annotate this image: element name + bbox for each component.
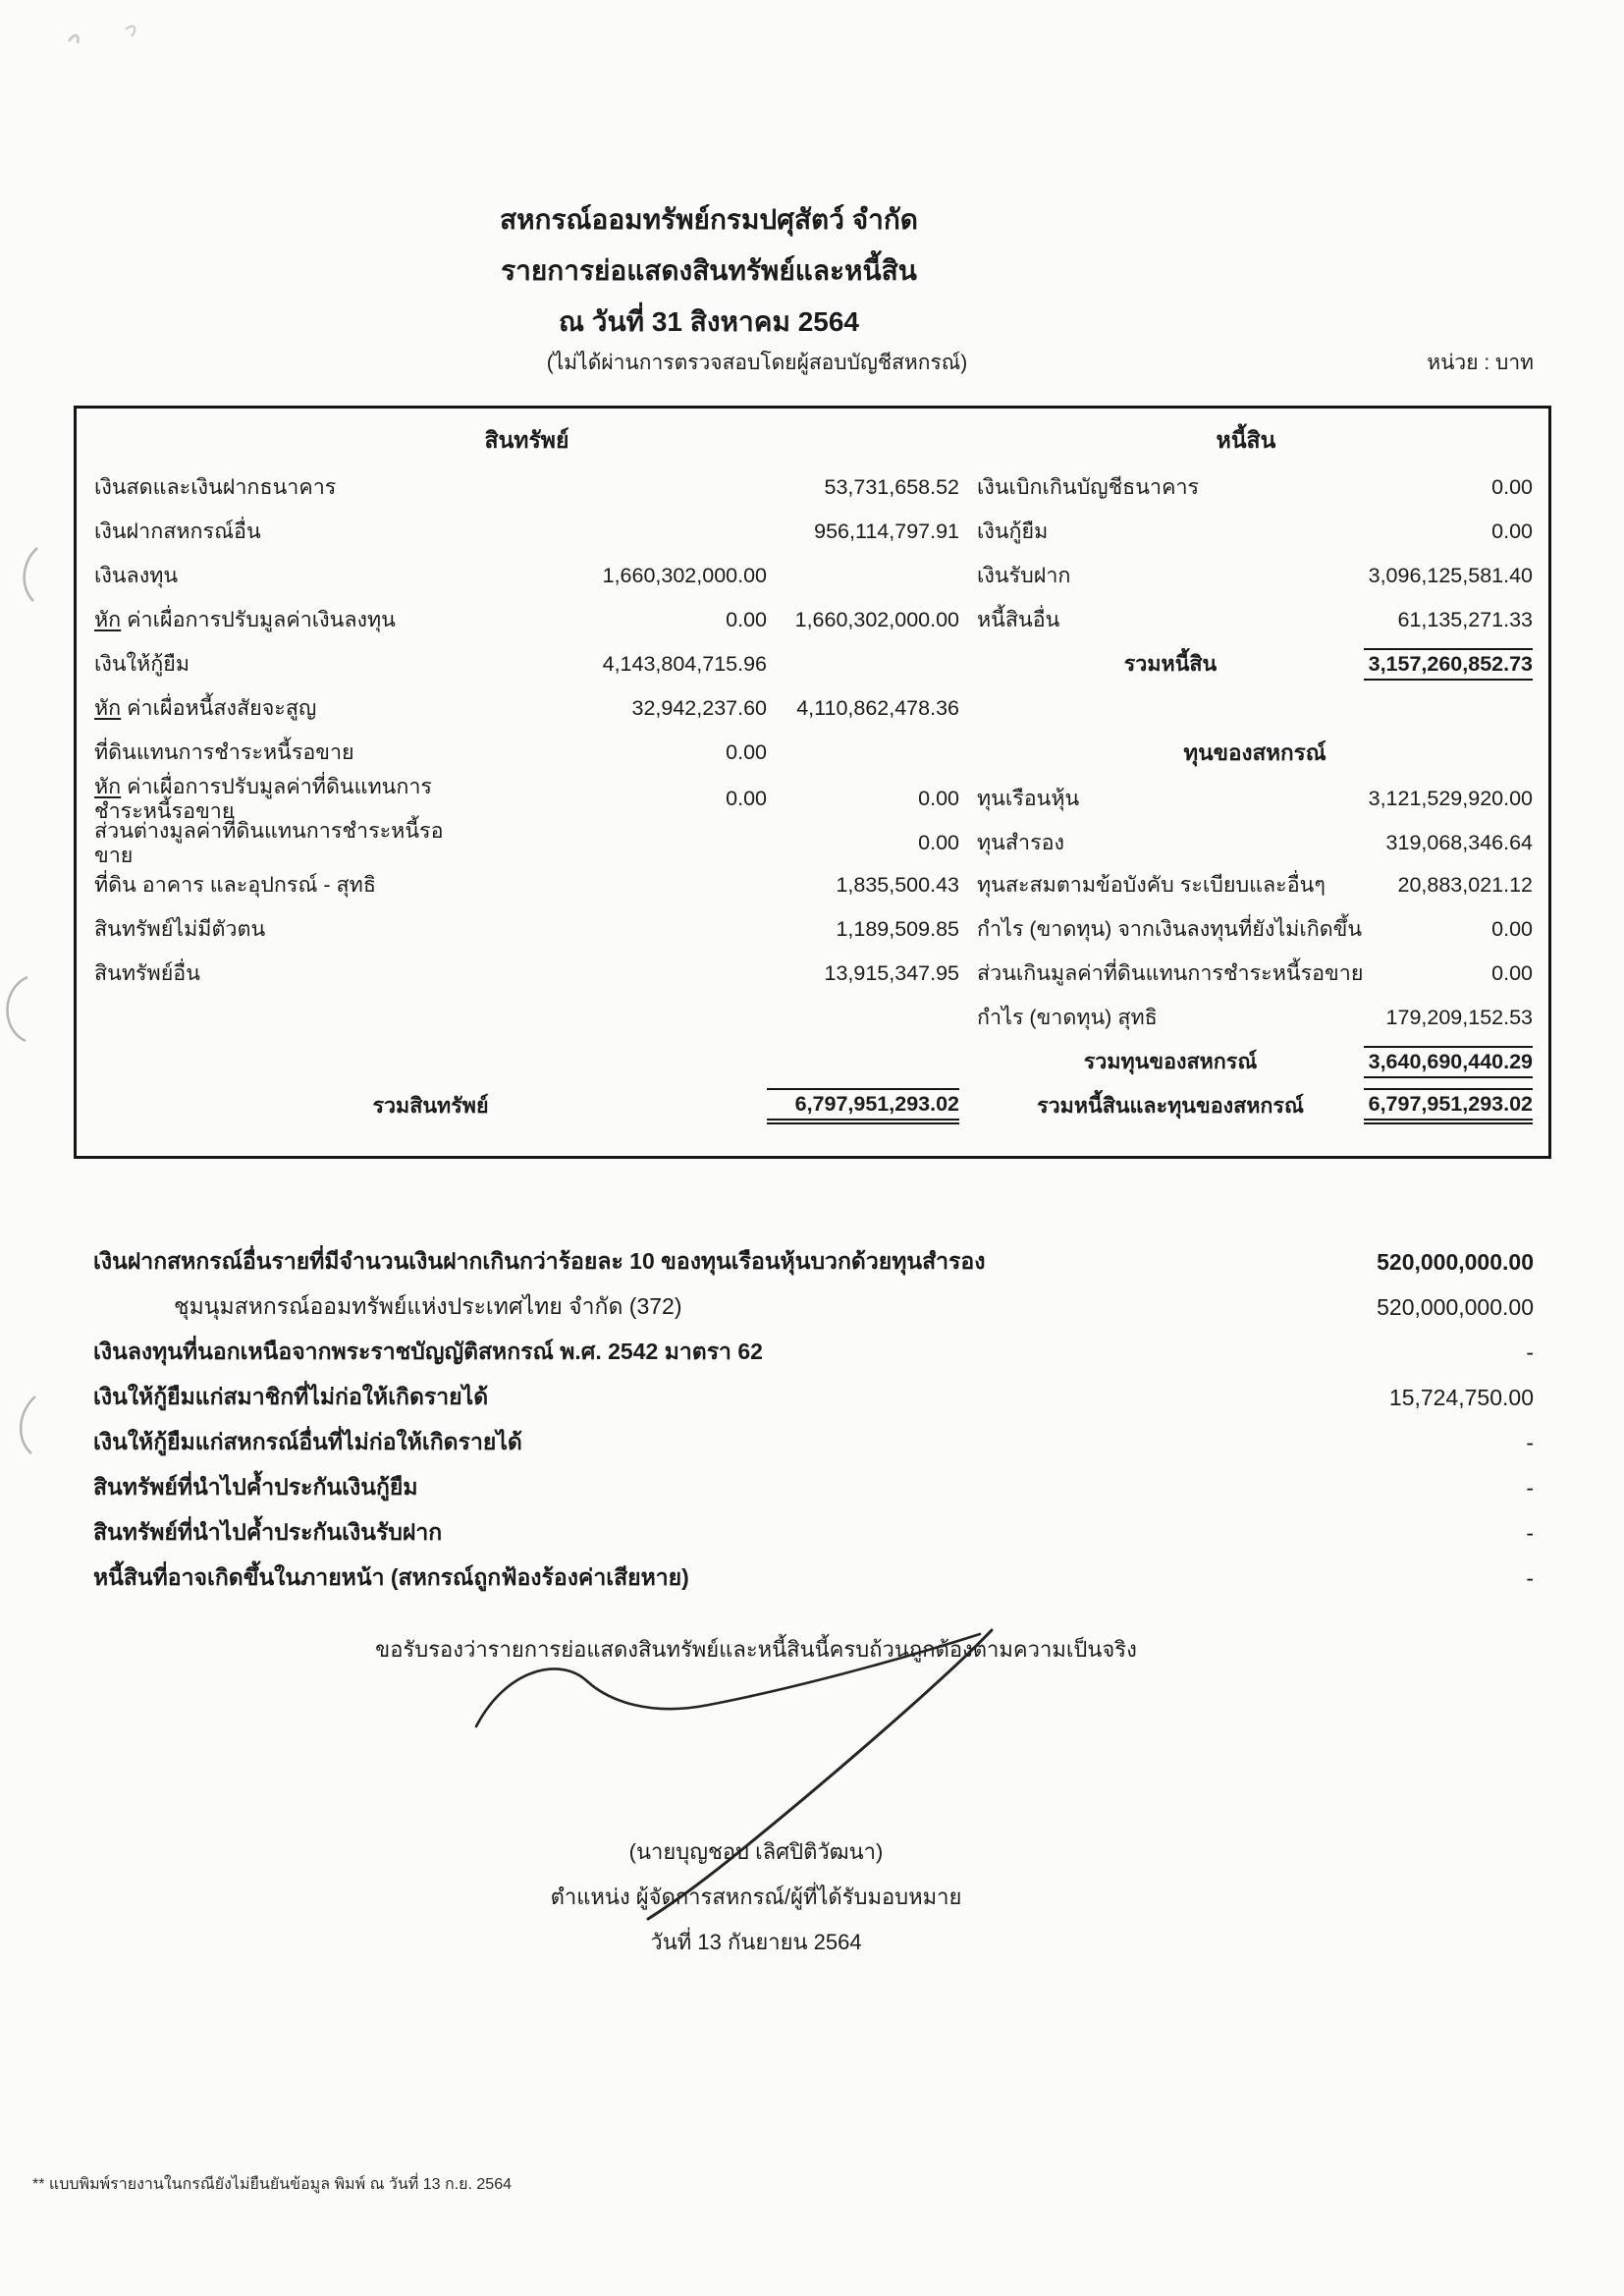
note-label: หนี้สินที่อาจเกิดขึ้นในภายหน้า (สหกรณ์ถูกฟ้องร้องค่าเสียหาย) [93, 1564, 689, 1590]
signer-position: ตำแหน่ง ผู้จัดการสหกรณ์/ผู้ที่ได้รับมอบหมาย [550, 1885, 962, 1909]
assets-total-label: รวมสินทรัพย์ [372, 1094, 489, 1119]
table-row [94, 465, 1534, 510]
document-title-block [0, 194, 1418, 348]
note-value: - [1526, 1564, 1534, 1591]
liability-amount: 61,135,271.33 [1397, 608, 1533, 632]
note-row [93, 1465, 1534, 1510]
note-row [93, 1510, 1534, 1556]
notes-section [93, 1239, 1534, 1601]
balance-sheet-table [74, 406, 1551, 1159]
liability-amount: 3,121,529,920.00 [1368, 787, 1533, 811]
asset-amount-col2 [767, 1016, 959, 1020]
asset-amount-col1: 0.00 [726, 608, 767, 632]
unit-label: หน่วย : บาท [1427, 352, 1534, 374]
asset-amount-col1: 0.00 [726, 740, 767, 765]
note-label: สินทรัพย์ที่นำไปค้ำประกันเงินรับฝาก [93, 1519, 443, 1545]
table-row [94, 510, 1534, 554]
asset-amount-col2: 1,189,509.85 [836, 917, 959, 942]
asset-amount-col2: 0.00 [918, 787, 959, 811]
signer-name: (นายบุญชอบ เลิศปิติวัฒนา) [628, 1839, 884, 1864]
liability-amount: 3,096,125,581.40 [1368, 564, 1533, 588]
asset-amount-col1 [448, 842, 767, 846]
note-value: 15,724,750.00 [1388, 1384, 1534, 1410]
note-value: - [1526, 1339, 1534, 1365]
liability-label: กำไร (ขาดทุน) สุทธิ [977, 1006, 1158, 1030]
note-value: 520,000,000.00 [1377, 1293, 1534, 1320]
note-row [93, 1420, 1534, 1465]
asset-amount-col1 [448, 928, 767, 932]
capital-section-header: ทุนของสหกรณ์ [1183, 739, 1326, 765]
table-row [94, 1040, 1534, 1084]
liability-label: หนี้สินอื่น [977, 608, 1060, 632]
asset-amount-col2 [767, 574, 959, 578]
asset-label: สินทรัพย์ไม่มีตัวตน [94, 917, 266, 942]
asset-amount-col2: 13,915,347.95 [824, 961, 959, 986]
asset-amount-col2: 4,110,862,478.36 [796, 696, 959, 721]
note-value: - [1526, 1474, 1534, 1501]
asset-amount-col1 [448, 972, 767, 976]
liability-amount: 319,068,346.64 [1385, 831, 1533, 855]
certification-statement: ขอรับรองว่ารายการย่อแสดงสินทรัพย์และหนี้สินนี้ครบถ้วนถูกต้องตามความเป็นจริง [375, 1637, 1137, 1662]
table-row [94, 863, 1534, 907]
assets-header: สินทรัพย์ [484, 427, 569, 453]
deduction-prefix: หัก [94, 696, 122, 721]
liability-total-amount: 3,157,260,852.73 [1364, 648, 1533, 681]
asset-label: ที่ดิน อาคาร และอุปกรณ์ - สุทธิ [94, 873, 376, 898]
liability-amount: 179,209,152.53 [1385, 1006, 1533, 1030]
liability-total-amount: 3,640,690,440.29 [1364, 1046, 1533, 1078]
table-row [94, 996, 1534, 1040]
table-header-row [94, 416, 1534, 465]
liability-label: กำไร (ขาดทุน) จากเงินลงทุนที่ยังไม่เกิดขึ้น [977, 917, 1363, 942]
asset-amount-col2: 1,660,302,000.00 [794, 608, 959, 632]
liability-amount [1364, 707, 1533, 711]
liability-label: ทุนสำรอง [977, 831, 1065, 855]
table-row [94, 952, 1534, 996]
asset-amount-col2: 53,731,658.52 [824, 475, 959, 500]
liability-amount: 0.00 [1491, 917, 1533, 942]
table-row [94, 819, 1534, 867]
liability-amount: 0.00 [1491, 519, 1533, 544]
asset-label: หัก ค่าเผื่อหนี้สงสัยจะสูญ [94, 696, 317, 721]
asset-amount-col1 [448, 530, 767, 534]
table-row [94, 642, 1534, 686]
liability-label: เงินกู้ยืม [977, 519, 1049, 544]
asset-label: หัก ค่าเผื่อการปรับมูลค่าที่ดินแทนการชำระหนี้รอขาย [94, 775, 432, 823]
asset-label: ที่ดินแทนการชำระหนี้รอขาย [94, 740, 354, 765]
unaudited-note: (ไม่ได้ผ่านการตรวจสอบโดยผู้สอบบัญชีสหกรณ์) [546, 352, 968, 374]
note-label: เงินให้กู้ยืมแก่สมาชิกที่ไม่ก่อให้เกิดรายได้ [93, 1384, 489, 1409]
liability-label: ส่วนเกินมูลค่าที่ดินแทนการชำระหนี้รอขาย [977, 961, 1364, 986]
asset-amount-col1: 32,942,237.60 [631, 696, 767, 721]
note-label: เงินฝากสหกรณ์อื่นรายที่มีจำนวนเงินฝากเกินกว่าร้อยละ 10 ของทุนเรือนหุ้นบวกด้วยทุนสำรอง [93, 1248, 986, 1274]
asset-amount-col2 [767, 751, 959, 755]
asset-label: เงินฝากสหกรณ์อื่น [94, 519, 261, 544]
asset-amount-col1 [448, 1016, 767, 1020]
note-row [93, 1239, 1534, 1285]
liability-label: เงินเบิกเกินบัญชีธนาคาร [977, 475, 1200, 500]
asset-amount-col1 [448, 1061, 767, 1065]
note-value: - [1526, 1429, 1534, 1455]
note-row [93, 1330, 1534, 1375]
deduction-prefix: หัก [94, 608, 122, 632]
report-title: รายการย่อแสดงสินทรัพย์และหนี้สิน [501, 255, 917, 286]
asset-label: เงินลงทุน [94, 564, 179, 588]
liability-total-label: รวมหนี้สิน [1123, 652, 1218, 677]
table-row [94, 554, 1534, 598]
table-row [94, 686, 1534, 731]
liability-label: ทุนเรือนหุ้น [977, 787, 1080, 811]
asset-amount-col2: 0.00 [918, 831, 959, 855]
asset-amount-col1: 4,143,804,715.96 [602, 652, 767, 677]
note-row [93, 1375, 1534, 1420]
liabilities-header: หนี้สิน [1216, 427, 1276, 453]
deduction-prefix: หัก [94, 775, 122, 798]
table-row [94, 598, 1534, 642]
liability-amount: 0.00 [1491, 961, 1533, 986]
table-row [94, 1084, 1534, 1128]
assets-total-amount: 6,797,951,293.02 [767, 1088, 959, 1124]
note-value: - [1526, 1519, 1534, 1546]
note-label: สินทรัพย์ที่นำไปค้ำประกันเงินกู้ยืม [93, 1474, 418, 1500]
org-name: สหกรณ์ออมทรัพย์กรมปศุสัตว์ จำกัด [499, 204, 918, 235]
liability-total-label: รวมทุนของสหกรณ์ [1083, 1050, 1258, 1074]
print-footnote: ** แบบพิมพ์รายงานในกรณียังไม่ยืนยันข้อมูล พิมพ์ ณ วันที่ 13 ก.ย. 2564 [32, 2176, 512, 2193]
asset-amount-col2: 956,114,797.91 [814, 519, 959, 544]
note-label: ชุมนุมสหกรณ์ออมทรัพย์แห่งประเทศไทย จำกัด (372) [174, 1293, 682, 1319]
asset-label: ส่วนต่างมูลค่าที่ดินแทนการชำระหนี้รอขาย [94, 819, 444, 867]
note-row [93, 1285, 1534, 1330]
liability-total-amount: 6,797,951,293.02 [1364, 1088, 1533, 1124]
asset-amount-col1: 0.00 [726, 787, 767, 811]
table-row [94, 775, 1534, 823]
asset-amount-col2 [767, 1061, 959, 1065]
note-label: เงินลงทุนที่นอกเหนือจากพระราชบัญญัติสหกรณ์ พ.ศ. 2542 มาตรา 62 [93, 1339, 763, 1364]
asset-amount-col1 [448, 884, 767, 888]
balance-table-body [94, 465, 1534, 1128]
liability-amount: 20,883,021.12 [1397, 873, 1533, 898]
asset-label: สินทรัพย์อื่น [94, 961, 200, 986]
asset-label: เงินให้กู้ยืม [94, 652, 190, 677]
asset-label: หัก ค่าเผื่อการปรับมูลค่าเงินลงทุน [94, 608, 396, 632]
note-label: เงินให้กู้ยืมแก่สหกรณ์อื่นที่ไม่ก่อให้เกิดรายได้ [93, 1429, 522, 1454]
liability-amount: 0.00 [1491, 475, 1533, 500]
asset-amount-col2 [767, 663, 959, 667]
liability-total-label: รวมหนี้สินและทุนของสหกรณ์ [1037, 1094, 1304, 1119]
liability-label: ทุนสะสมตามข้อบังคับ ระเบียบและอื่นๆ [977, 873, 1326, 898]
asset-amount-col1: 1,660,302,000.00 [602, 564, 767, 588]
asset-amount-col2: 1,835,500.43 [836, 873, 959, 898]
asset-label: เงินสดและเงินฝากธนาคาร [94, 475, 337, 500]
table-row [94, 731, 1534, 775]
asset-amount-col1 [448, 486, 767, 490]
liability-label: เงินรับฝาก [977, 564, 1071, 588]
report-date: ณ วันที่ 31 สิงหาคม 2564 [559, 306, 859, 337]
note-value: 520,000,000.00 [1377, 1248, 1534, 1275]
signed-date: วันที่ 13 กันยายน 2564 [650, 1930, 862, 1954]
table-row [94, 907, 1534, 952]
